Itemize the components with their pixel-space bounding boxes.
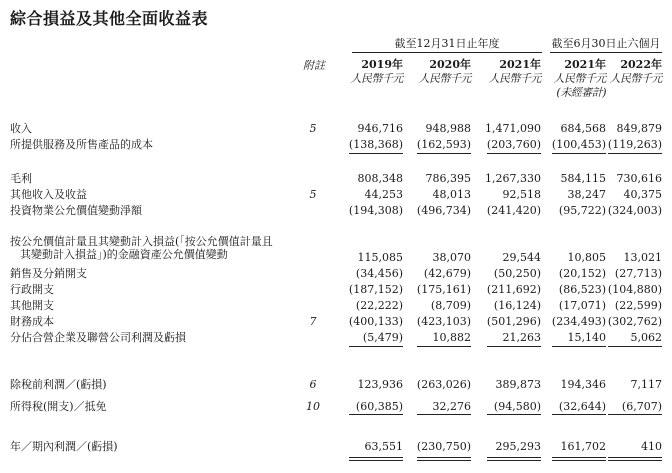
row-note: 6 [309, 378, 317, 391]
column-year: 2022年 [620, 58, 662, 71]
column-year: 2020年 [429, 58, 471, 71]
row-value: 115,085 [357, 251, 403, 264]
row-label: 按公允價值計量且其變動計入損益(「按公允價值計量且 其變動計入損益」)的金融資產公允價值變動 [10, 235, 273, 261]
row-value: (94,580) [493, 400, 541, 413]
row-note: 7 [309, 315, 317, 328]
subtotal-rule [487, 414, 541, 415]
total-double-rule [552, 457, 606, 461]
total-double-rule [417, 457, 471, 461]
statement-title: 綜合損益及其他全面收益表 [10, 9, 209, 28]
subtotal-rule [608, 414, 662, 415]
row-value: 786,395 [425, 172, 471, 185]
row-value: (6,707) [621, 400, 662, 413]
row-value: 584,115 [560, 172, 606, 185]
subtotal-rule [349, 153, 403, 154]
subtotal-rule [608, 346, 662, 347]
column-header [550, 58, 606, 100]
row-value: (86,523) [558, 283, 606, 296]
subtotal-rule [487, 153, 541, 154]
row-value: 389,873 [495, 378, 541, 391]
column-header [415, 58, 471, 86]
row-label: 毛利 [10, 172, 32, 185]
subtotal-rule [552, 153, 606, 154]
row-value: (16,124) [493, 299, 541, 312]
row-label: 除稅前利潤／(虧損) [10, 378, 107, 391]
row-label: 所得稅(開支)／抵免 [10, 400, 107, 413]
row-value: 63,551 [364, 440, 403, 453]
row-value: (211,692) [486, 283, 541, 296]
row-value: (175,161) [416, 283, 471, 296]
row-value: 48,013 [432, 188, 471, 201]
column-unit: 人民幣千元 [488, 72, 541, 85]
row-value: (22,599) [614, 299, 662, 312]
row-value: (17,071) [558, 299, 606, 312]
row-label: 其他開支 [10, 299, 54, 312]
row-value: 29,544 [502, 251, 541, 264]
row-label-continued: 其變動計入損益」)的金融資產公允價值變動 [20, 248, 228, 261]
row-value: 5,062 [630, 331, 662, 344]
total-double-rule [349, 457, 403, 461]
row-value: 946,716 [357, 122, 403, 135]
column-unit: 人民幣千元 [418, 72, 471, 85]
row-value: 194,346 [560, 378, 606, 391]
row-label: 財務成本 [10, 315, 54, 328]
row-value: (32,644) [558, 400, 606, 413]
subtotal-rule [417, 346, 471, 347]
row-value: 10,805 [567, 251, 606, 264]
subtotal-rule [349, 346, 403, 347]
total-double-rule [487, 457, 541, 461]
row-value: 15,140 [567, 331, 606, 344]
row-value: (27,713) [614, 267, 662, 280]
row-value: (194,308) [348, 204, 403, 217]
row-value: 1,471,090 [485, 122, 541, 135]
unaudited-label: (未經審計) [556, 86, 606, 99]
interim-period-header: 截至6月30日止六個月 [550, 35, 662, 53]
row-value: 21,263 [502, 331, 541, 344]
row-value: (138,368) [348, 138, 403, 151]
annual-period-header: 截至12月31日止年度 [352, 35, 542, 53]
row-value: 92,518 [502, 188, 541, 201]
row-value: 808,348 [357, 172, 403, 185]
subtotal-rule [417, 153, 471, 154]
row-label: 所提供服務及所售產品的成本 [10, 138, 153, 151]
row-note: 5 [309, 122, 317, 135]
row-label: 投資物業公允價值變動淨額 [10, 204, 142, 217]
column-unit: 人民幣千元 [350, 72, 403, 85]
row-value: 40,375 [623, 188, 662, 201]
row-value: (324,003) [607, 204, 662, 217]
column-year: 2021年 [499, 58, 541, 71]
row-note: 5 [309, 188, 317, 201]
row-label: 其他收入及收益 [10, 188, 87, 201]
row-value: (8,709) [430, 299, 471, 312]
row-value: (241,420) [486, 204, 541, 217]
row-value: (20,152) [558, 267, 606, 280]
row-value: (302,762) [607, 315, 662, 328]
subtotal-rule [349, 414, 403, 415]
row-value: 295,293 [495, 440, 541, 453]
row-value: 410 [641, 440, 662, 453]
row-value: (5,479) [362, 331, 403, 344]
row-label: 年／期內利潤／(虧損) [10, 440, 118, 453]
row-value: 123,936 [357, 378, 403, 391]
row-value: 849,879 [616, 122, 662, 135]
row-value: (22,222) [355, 299, 403, 312]
total-double-rule [608, 457, 662, 461]
row-label: 行政開支 [10, 283, 54, 296]
row-value: 32,276 [432, 400, 471, 413]
row-value: (263,026) [416, 378, 471, 391]
row-label: 銷售及分銷開支 [10, 267, 87, 280]
row-value: 10,882 [432, 331, 471, 344]
subtotal-rule [608, 153, 662, 154]
row-value: (423,103) [416, 315, 471, 328]
column-header [485, 58, 541, 86]
row-value: 730,616 [616, 172, 662, 185]
subtotal-rule [552, 414, 606, 415]
row-note: 10 [306, 400, 320, 413]
row-value: 948,988 [425, 122, 471, 135]
row-value: (100,453) [551, 138, 606, 151]
row-value: (234,493) [551, 315, 606, 328]
row-value: (34,456) [355, 267, 403, 280]
row-value: 13,021 [623, 251, 662, 264]
row-label: 收入 [10, 122, 32, 135]
row-value: (400,133) [348, 315, 403, 328]
row-value: (501,296) [486, 315, 541, 328]
column-header [606, 58, 662, 86]
row-value: (119,263) [607, 138, 662, 151]
row-value: 38,247 [567, 188, 606, 201]
column-unit: 人民幣千元 [553, 72, 606, 85]
row-value: 44,253 [364, 188, 403, 201]
row-value: (230,750) [416, 440, 471, 453]
row-value: (95,722) [558, 204, 606, 217]
row-value: 161,702 [560, 440, 606, 453]
row-label: 分佔合營企業及聯營公司利潤及虧損 [10, 331, 186, 344]
row-value: (50,250) [493, 267, 541, 280]
row-value: 38,070 [432, 251, 471, 264]
row-value: 684,568 [560, 122, 606, 135]
row-value: (187,152) [348, 283, 403, 296]
column-year: 2021年 [564, 58, 606, 71]
row-value: (496,734) [416, 204, 471, 217]
column-header [347, 58, 403, 86]
column-year: 2019年 [361, 58, 403, 71]
row-value: (42,679) [423, 267, 471, 280]
row-value: (162,593) [416, 138, 471, 151]
note-column-header: 附註 [303, 59, 325, 72]
row-value: (203,760) [486, 138, 541, 151]
subtotal-rule [417, 414, 471, 415]
row-value: 1,267,330 [485, 172, 541, 185]
subtotal-rule [487, 346, 541, 347]
row-value: (60,385) [355, 400, 403, 413]
subtotal-rule [552, 346, 606, 347]
row-value: (104,880) [607, 283, 662, 296]
column-unit: 人民幣千元 [609, 72, 662, 85]
row-value: 7,117 [630, 378, 662, 391]
